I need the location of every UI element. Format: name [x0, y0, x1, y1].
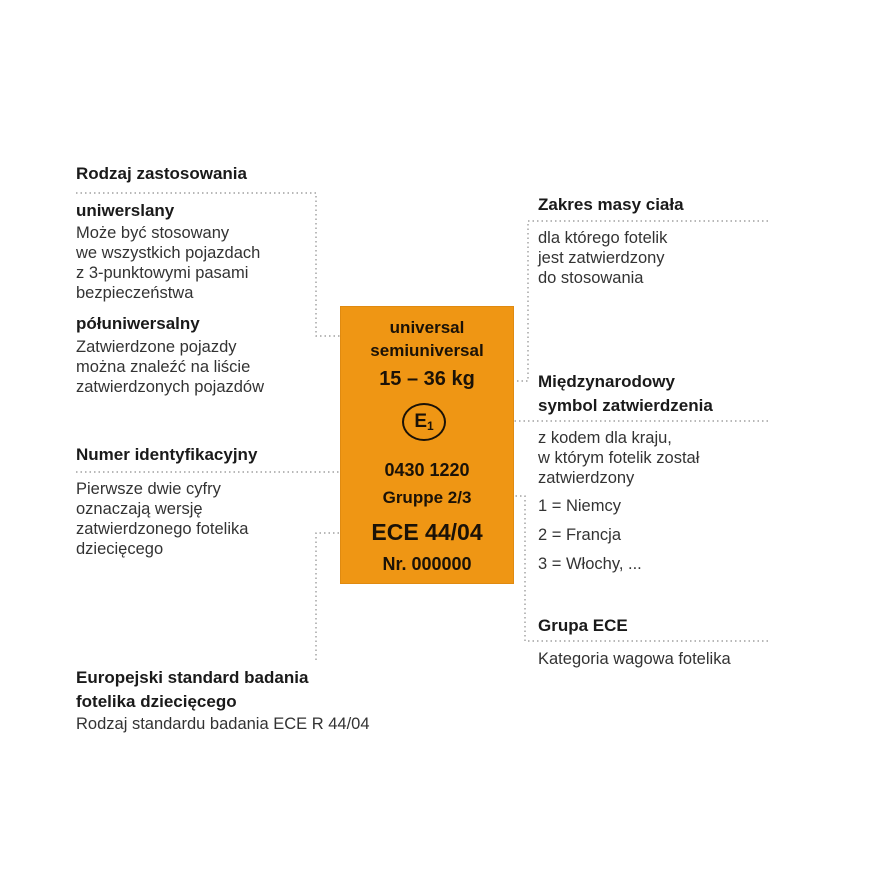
label-semiuniversal: semiuniversal	[370, 341, 484, 360]
standard-title-1: Europejski standard badania	[76, 668, 309, 687]
label-universal: universal	[389, 318, 465, 337]
universal-title: uniwerslany	[76, 201, 175, 220]
label-standard: ECE 44/04	[371, 519, 483, 545]
weight-range-desc-2: jest zatwierdzony	[538, 249, 665, 267]
universal-desc-1: Może być stosowany	[76, 224, 230, 242]
id-number-desc-4: dziecięcego	[76, 540, 164, 558]
country-code-3: 3 = Włochy, ...	[538, 555, 642, 573]
weight-range-desc-1: dla którego fotelik	[538, 229, 668, 247]
semi-desc-1: Zatwierdzone pojazdy	[76, 338, 237, 356]
ece-group-title: Grupa ECE	[538, 616, 628, 635]
standard-desc: Rodzaj standardu badania ECE R 44/04	[76, 715, 370, 733]
e-mark-letter: E	[414, 411, 427, 432]
label-id-number: 0430 1220	[384, 460, 470, 480]
approval-symbol-desc-2: w którym fotelik został	[538, 449, 700, 467]
universal-desc-4: bezpieczeństwa	[76, 284, 194, 302]
country-code-1: 1 = Niemcy	[538, 497, 621, 515]
semi-title: półuniwersalny	[76, 314, 200, 333]
application-type-title: Rodzaj zastosowania	[76, 164, 247, 183]
approval-symbol-title-1: Międzynarodowy	[538, 372, 675, 391]
universal-desc-2: we wszystkich pojazdach	[76, 244, 261, 262]
id-number-desc-3: zatwierdzonego fotelika	[76, 520, 249, 538]
approval-label	[340, 306, 514, 584]
id-number-desc-1: Pierwsze dwie cyfry	[76, 480, 221, 498]
approval-symbol-desc-3: zatwierdzony	[538, 469, 635, 487]
weight-range-desc-3: do stosowania	[538, 269, 644, 287]
label-serial-number: Nr. 000000	[382, 554, 472, 574]
semi-desc-2: można znaleźć na liście	[76, 358, 251, 376]
approval-symbol-desc-1: z kodem dla kraju,	[538, 429, 672, 447]
country-code-2: 2 = Francja	[538, 526, 621, 544]
label-group: Gruppe 2/3	[382, 488, 472, 507]
id-number-title: Numer identyfikacyjny	[76, 445, 258, 464]
e-mark-icon	[402, 403, 446, 441]
semi-desc-3: zatwierdzonych pojazdów	[76, 378, 265, 396]
approval-symbol-title-2: symbol zatwierdzenia	[538, 396, 713, 415]
weight-range-title: Zakres masy ciała	[538, 195, 684, 214]
ece-group-desc: Kategoria wagowa fotelika	[538, 650, 731, 668]
id-number-desc-2: oznaczają wersję	[76, 500, 203, 518]
standard-title-2: fotelika dziecięcego	[76, 692, 237, 711]
universal-desc-3: z 3-punktowymi pasami	[76, 264, 249, 282]
label-weight: 15 – 36 kg	[379, 368, 475, 390]
e-mark-code: 1	[427, 419, 434, 433]
